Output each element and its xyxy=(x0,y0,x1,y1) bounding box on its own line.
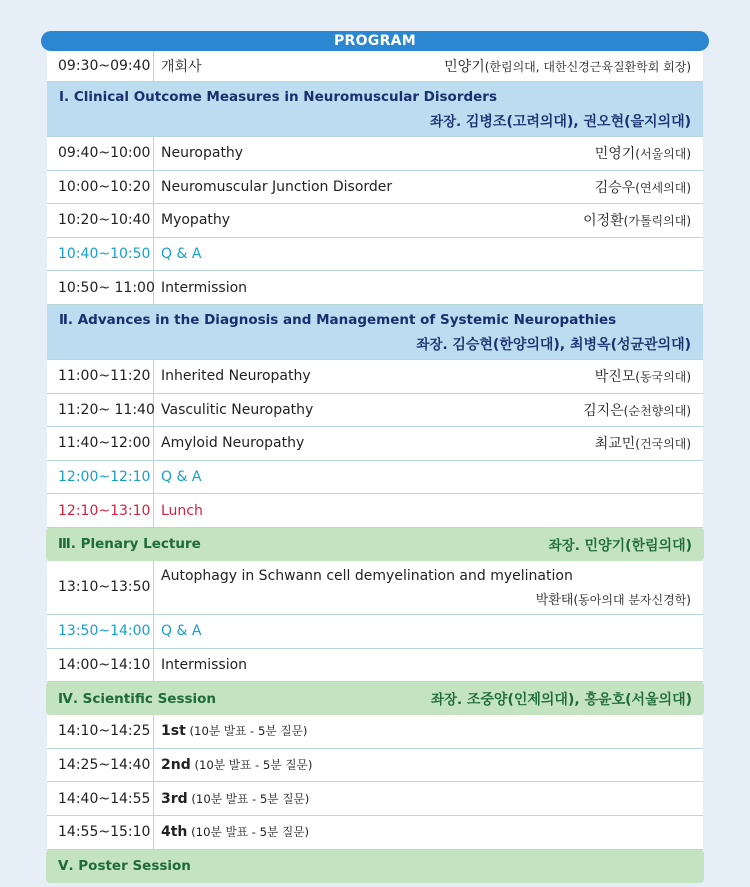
table-row xyxy=(47,171,703,205)
table-row xyxy=(47,749,703,783)
speaker: 민영기(서울의대) xyxy=(594,146,691,163)
talk-title: 3rd (10분 발표 - 5분 질문) xyxy=(161,790,310,807)
time-cell: 11:00~11:20 xyxy=(47,360,154,393)
table-row xyxy=(47,461,703,495)
time-cell: 12:00~12:10 xyxy=(47,461,154,494)
table-row xyxy=(47,51,703,82)
talk-title: Amyloid Neuropathy xyxy=(161,435,305,452)
session-header xyxy=(46,850,704,883)
speaker: 김승우(연세의대) xyxy=(594,179,691,196)
talk-title: Inherited Neuropathy xyxy=(161,368,311,385)
table-row xyxy=(47,494,703,528)
time-cell: 14:00~14:10 xyxy=(47,649,154,682)
session-title: Ⅳ. Scientific Session xyxy=(58,690,217,707)
session-chair: 좌장. 민양기(한림의대) xyxy=(548,537,692,554)
speaker: 민양기(한림의대, 대한신경근육질환학회 회장) xyxy=(444,59,691,75)
table-row xyxy=(47,816,703,850)
talk-title: 개회사 xyxy=(161,59,202,75)
time-cell: 10:40~10:50 xyxy=(47,238,154,271)
time-cell: 11:20~ 11:40 xyxy=(47,394,154,427)
talk-title: Lunch xyxy=(161,502,203,519)
session-header xyxy=(47,82,703,137)
time-cell: 12:10~13:10 xyxy=(47,494,154,527)
table-row xyxy=(47,204,703,238)
talk-title: Myopathy xyxy=(161,212,231,229)
speaker: 최교민(건국의대) xyxy=(594,436,691,453)
table-row xyxy=(47,782,703,816)
speaker: 박진모(동국의대) xyxy=(594,369,691,386)
table-row xyxy=(47,360,703,394)
time-cell: 14:25~14:40 xyxy=(47,749,154,782)
time-cell: 09:30~09:40 xyxy=(47,51,154,81)
talk-title: 4th (10분 발표 - 5분 질문) xyxy=(161,824,310,841)
session-title: Ⅰ. Clinical Outcome Measures in Neuromuscular Disorders xyxy=(59,89,497,105)
session-chair: 좌장. 조중양(인제의대), 홍윤호(서울의대) xyxy=(430,692,692,709)
talk-title: Neuropathy xyxy=(161,145,244,162)
session-chair: 좌장. 김승현(한양의대), 최병옥(성균관의대) xyxy=(416,336,691,353)
time-cell: 10:00~10:20 xyxy=(47,171,154,204)
speaker: 김지은(순천향의대) xyxy=(583,402,691,419)
speaker: 이정환(가톨릭의대) xyxy=(583,213,691,230)
table-row xyxy=(47,649,703,683)
session-title: Ⅱ. Advances in the Diagnosis and Management of Systemic Neuropathies xyxy=(59,311,617,328)
talk-title: Vasculitic Neuropathy xyxy=(161,401,314,418)
table-row xyxy=(47,137,703,171)
talk-title: Q & A xyxy=(161,469,202,486)
talk-title: Q & A xyxy=(161,623,202,640)
talk-title: Q & A xyxy=(161,246,202,263)
table-row xyxy=(47,394,703,428)
table-row xyxy=(47,427,703,461)
session-header xyxy=(46,682,704,715)
time-cell: 09:40~10:00 xyxy=(47,137,154,170)
session-chair: 좌장. 김병조(고려의대), 권오현(을지의대) xyxy=(429,114,691,130)
time-cell: 10:20~10:40 xyxy=(47,204,154,237)
table-row xyxy=(47,615,703,649)
time-cell: 14:55~15:10 xyxy=(47,816,154,849)
session-title: Ⅴ. Poster Session xyxy=(58,858,191,874)
table-row xyxy=(47,238,703,272)
time-cell: 14:40~14:55 xyxy=(47,782,154,815)
time-cell: 10:50~ 11:00 xyxy=(47,271,154,304)
program-table xyxy=(47,51,703,883)
program-title: PROGRAM xyxy=(41,31,709,51)
time-cell: 13:50~14:00 xyxy=(47,615,154,648)
session-title: Ⅲ. Plenary Lecture xyxy=(58,536,201,553)
talk-title: 1st (10분 발표 - 5분 질문) xyxy=(161,723,308,740)
session-header xyxy=(46,528,704,561)
talk-title: Intermission xyxy=(161,656,248,673)
program-container xyxy=(41,31,709,883)
talk-title: Neuromuscular Junction Disorder xyxy=(161,178,393,195)
time-cell: 14:10~14:25 xyxy=(47,715,154,748)
talk-title: Autophagy in Schwann cell demyelination and myelination xyxy=(161,568,573,585)
session-header xyxy=(47,305,703,360)
table-row xyxy=(47,271,703,305)
table-row xyxy=(47,715,703,749)
talk-title: 2nd (10분 발표 - 5분 질문) xyxy=(161,757,313,774)
table-row xyxy=(47,561,703,615)
time-cell: 11:40~12:00 xyxy=(47,427,154,460)
time-cell: 13:10~13:50 xyxy=(47,561,154,614)
speaker: 박환태(동아의대 분자신경학) xyxy=(535,593,691,609)
talk-title: Intermission xyxy=(161,279,248,296)
